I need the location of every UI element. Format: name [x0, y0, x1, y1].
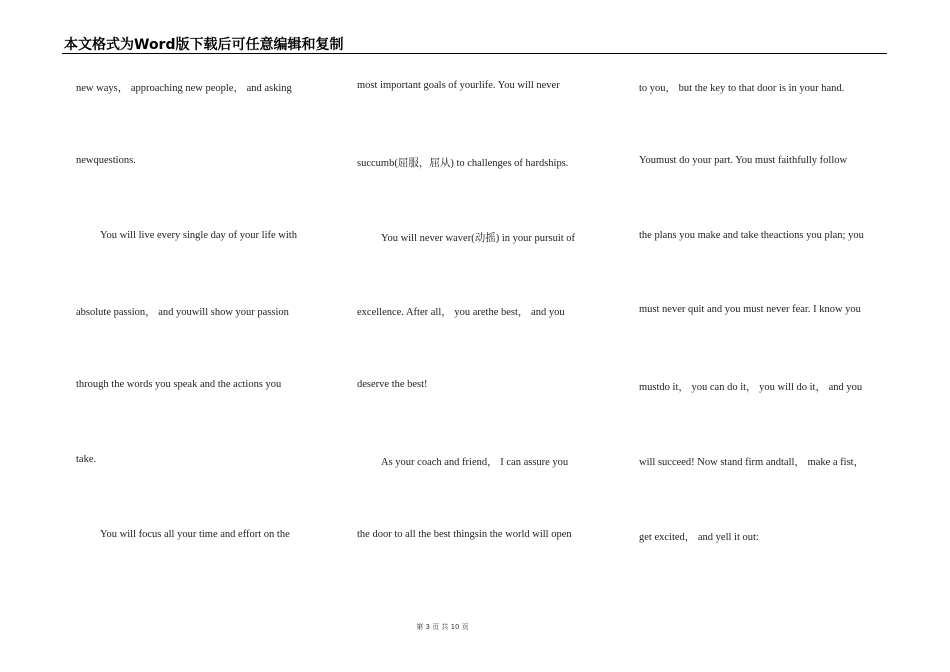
text-line: get excited， and yell it out:: [639, 531, 759, 543]
text-line: new ways， approaching new people， and asking: [76, 83, 292, 94]
text-line: take.: [76, 454, 97, 465]
text-line: absolute passion， and youwill show your passion: [76, 307, 289, 319]
text-line: deserve the best!: [357, 379, 428, 391]
text-line: to you， but the key to that door is in your hand.: [639, 83, 845, 94]
text-line: the plans you make and take theactions you plan; you: [639, 229, 864, 241]
text-line: excellence. After all， you arethe best， and you: [357, 307, 565, 319]
text-line: succumb(屈服，屈从) to challenges of hardships.: [357, 157, 569, 169]
text-line: newquestions.: [76, 154, 136, 166]
text-line: You will focus all your time and effort on the: [100, 528, 290, 540]
text-line: You will live every single day of your life with: [100, 229, 297, 241]
text-line: must never quit and you must never fear. I know you: [639, 304, 861, 316]
header-title: 本文格式为Word版下载后可任意编辑和复制: [64, 37, 344, 53]
text-line: As your coach and friend， I can assure you: [381, 457, 569, 468]
text-line: mustdo it， you can do it， you will do it， and you: [639, 382, 863, 394]
text-line: through the words you speak and the actions you: [76, 379, 282, 391]
text-line: the door to all the best thingsin the world will open: [357, 528, 572, 540]
text-line: will succeed! Now stand firm andtall， make a fist，: [639, 457, 865, 468]
text-line: most important goals of yourlife. You will never: [357, 80, 560, 91]
header-rule: [62, 53, 887, 54]
text-line: You will never waver(动摇) in your pursuit of: [381, 232, 576, 244]
text-line: Youmust do your part. You must faithfully follow: [639, 154, 848, 166]
page-number: 第 3 页 共 10 页: [416, 623, 469, 631]
